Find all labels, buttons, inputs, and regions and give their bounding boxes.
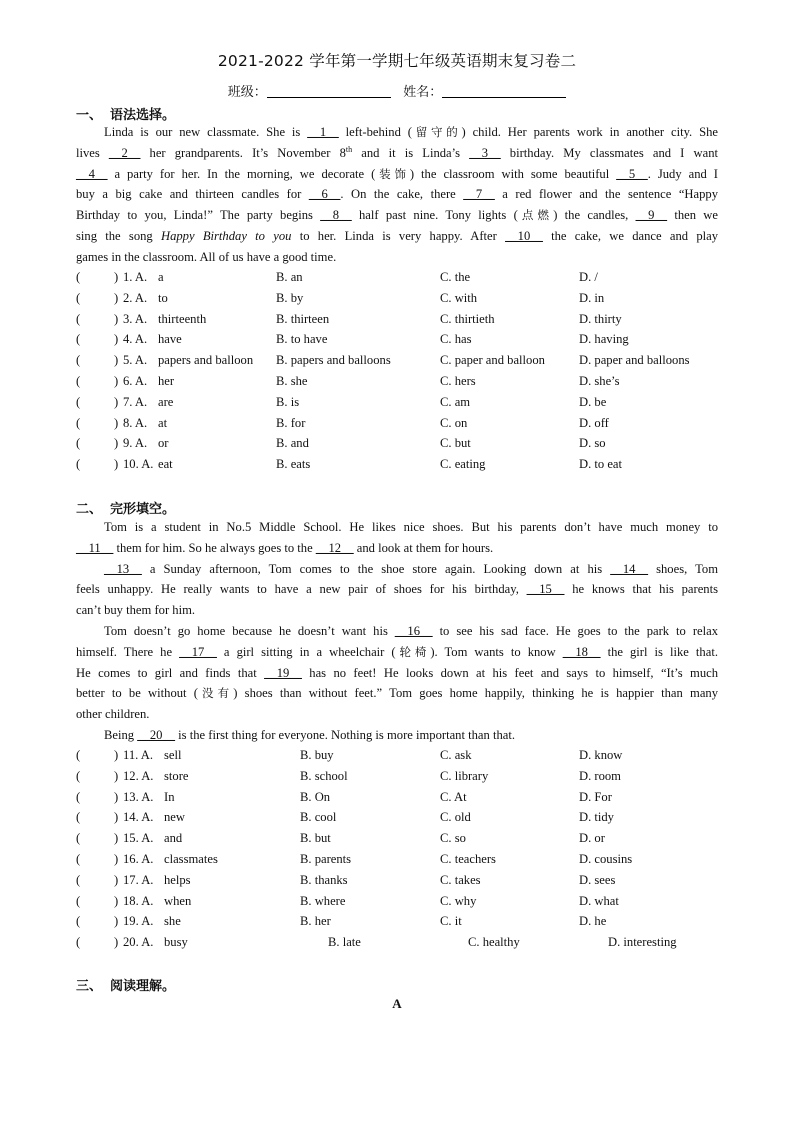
option-b: B. thanks [300, 872, 348, 887]
answer-paren-open[interactable]: ( [76, 872, 81, 887]
option-c: C. teachers [440, 851, 496, 866]
blank-18: __18__ [562, 644, 601, 659]
name-label: 姓名： [403, 85, 443, 100]
option-d: D. paper and balloons [579, 353, 690, 368]
option-c: C. the [440, 270, 471, 284]
option-row [76, 350, 736, 371]
option-a: helps [164, 872, 191, 887]
option-c: C. paper and balloon [440, 353, 545, 368]
section-2-passage [76, 517, 718, 746]
answer-paren-close: ) [114, 789, 119, 804]
answer-paren-close: ) [114, 436, 119, 451]
class-field[interactable] [267, 83, 391, 98]
answer-paren-open[interactable]: ( [76, 893, 81, 908]
answer-paren-open[interactable]: ( [76, 831, 81, 846]
option-d: D. sees [579, 872, 616, 887]
option-row [76, 911, 736, 932]
question-number: 2. A. [123, 290, 148, 305]
passage-line: can’t buy them for him. [76, 603, 196, 618]
answer-paren-close: ) [114, 457, 119, 472]
answer-paren-open[interactable]: ( [76, 851, 81, 866]
answer-paren-close: ) [114, 290, 119, 305]
section-1-heading [76, 104, 175, 123]
blank-3: __3__ [469, 145, 501, 160]
section-3-heading [76, 975, 175, 994]
option-a: her [158, 373, 175, 388]
passage-line: buy a big cake and thirteen candles for __6__. On the cake, there __7__ a red flower and the sentence “Happy [76, 187, 718, 202]
option-b: B. cool [300, 810, 337, 825]
answer-paren-close: ) [114, 353, 119, 368]
student-info [0, 81, 794, 100]
option-a: have [158, 332, 182, 347]
option-a: new [164, 810, 185, 825]
question-number: 3. A. [123, 311, 148, 326]
option-d: D. be [579, 394, 607, 409]
passage-line: __4__ a party for her. In the morning, we decorate (装饰) the classroom with some beautiful __5__. Judy and I [76, 166, 718, 181]
answer-paren-close: ) [114, 810, 119, 825]
blank-1: __1__ [307, 125, 339, 139]
option-d: D. off [579, 415, 609, 430]
option-a: In [164, 789, 175, 804]
option-row [76, 329, 736, 350]
answer-paren-close: ) [114, 270, 119, 284]
blank-11: __11__ [76, 540, 114, 555]
option-c: C. old [440, 810, 471, 825]
option-d: D. room [579, 768, 621, 783]
question-number: 11. A. [123, 748, 153, 762]
section-number: 二、 [76, 502, 103, 517]
answer-paren-close: ) [114, 935, 119, 950]
answer-paren-close: ) [114, 893, 119, 908]
passage-line: Being __20__ is the first thing for everyone. Nothing is more important than that. [104, 727, 515, 742]
option-row [76, 309, 736, 330]
option-b: B. buy [300, 748, 334, 762]
section-2-heading [76, 498, 175, 517]
option-d: D. interesting [608, 935, 677, 950]
option-b: B. her [300, 914, 331, 929]
option-b: B. where [300, 893, 346, 908]
option-a: a [158, 270, 164, 284]
option-b: B. but [300, 831, 331, 846]
option-a: eat [158, 457, 173, 472]
answer-paren-open[interactable]: ( [76, 332, 81, 347]
answer-paren-open[interactable]: ( [76, 394, 81, 409]
section-1-options [76, 267, 736, 475]
option-a: busy [164, 935, 188, 950]
option-b: B. by [276, 290, 304, 305]
option-row [76, 745, 736, 766]
answer-paren-open[interactable]: ( [76, 353, 81, 368]
section-title: 阅读理解。 [110, 979, 176, 994]
option-row [76, 454, 736, 475]
blank-12: __12__ [315, 540, 354, 555]
option-a: are [158, 394, 174, 409]
blank-2: __2__ [108, 145, 141, 160]
option-b: B. school [300, 768, 348, 783]
option-row [76, 392, 736, 413]
answer-paren-close: ) [114, 831, 119, 846]
passage-line: lives __2__ her grandparents. It’s November 8th and it is Linda’s __3__ birthday. My classmates and I want [76, 144, 718, 160]
question-number: 19. A. [123, 914, 154, 929]
question-number: 1. A. [123, 270, 148, 284]
option-c: C. so [440, 831, 466, 846]
option-a: store [164, 768, 189, 783]
option-c: C. but [440, 436, 471, 451]
question-number: 10. A. [123, 457, 154, 472]
option-c: C. why [440, 893, 477, 908]
answer-paren-open[interactable]: ( [76, 457, 81, 472]
option-a: to [158, 290, 168, 305]
question-number: 20. A. [123, 935, 154, 950]
question-number: 9. A. [123, 436, 148, 451]
option-c: C. it [440, 914, 462, 929]
option-d: D. / [579, 270, 598, 284]
section-number: 三、 [76, 979, 103, 994]
option-a: she [164, 914, 181, 929]
option-c: C. ask [440, 748, 472, 762]
class-label: 班级： [227, 85, 267, 100]
answer-paren-close: ) [114, 851, 119, 866]
option-b: B. thirteen [276, 311, 330, 326]
option-c: C. thirtieth [440, 311, 495, 326]
answer-paren-close: ) [114, 768, 119, 783]
question-number: 14. A. [123, 810, 154, 825]
blank-17: __17__ [179, 644, 217, 659]
section-number: 一、 [76, 108, 103, 123]
blank-10: __10__ [505, 228, 543, 243]
answer-paren-close: ) [114, 394, 119, 409]
section-2-options [76, 745, 736, 953]
blank-6: __6__ [308, 187, 341, 202]
option-d: D. having [579, 332, 629, 347]
answer-paren-open[interactable]: ( [76, 373, 81, 388]
option-c: C. At [440, 789, 467, 804]
option-a: or [158, 436, 169, 451]
option-b: B. eats [276, 457, 311, 472]
option-row [76, 371, 736, 392]
option-d: D. so [579, 436, 606, 451]
option-c: C. eating [440, 457, 486, 472]
blank-9: __9__ [635, 208, 668, 223]
option-row [76, 766, 736, 787]
answer-paren-open[interactable]: ( [76, 290, 81, 305]
page-title: 2021-2022 学年第一学期七年级英语期末复习卷二 [217, 52, 577, 70]
passage-line: Linda is our new classmate. She is __1__ left-behind (留守的) child. Her parents work in another city. She [104, 125, 718, 139]
option-b: B. an [276, 270, 303, 284]
option-row [76, 288, 736, 309]
answer-paren-close: ) [114, 311, 119, 326]
option-b: B. late [328, 935, 361, 950]
question-number: 13. A. [123, 789, 154, 804]
question-number: 7. A. [123, 394, 148, 409]
question-number: 16. A. [123, 851, 154, 866]
option-d: D. or [579, 831, 605, 846]
option-a: at [158, 415, 168, 430]
blank-7: __7__ [463, 187, 495, 202]
passage-line: better to be without (没有) shoes than without feet.” Tom goes home happily, thinking he is happier than many [76, 686, 719, 701]
answer-paren-close: ) [114, 332, 119, 347]
option-d: D. tidy [579, 810, 614, 825]
answer-paren-open[interactable]: ( [76, 748, 81, 762]
answer-paren-close: ) [114, 415, 119, 430]
option-d: D. know [579, 748, 623, 762]
option-row [76, 849, 736, 870]
option-row [76, 807, 736, 828]
blank-15: __15__ [526, 582, 565, 597]
option-a: and [164, 831, 183, 846]
passage-line: feels unhappy. He really wants to have a new pair of shoes for his birthday, __15__ he knows that his parents [76, 582, 718, 597]
blank-16: __16__ [394, 623, 433, 638]
option-d: D. in [579, 290, 605, 305]
option-row [76, 433, 736, 454]
section-title: 完形填空。 [110, 502, 176, 517]
option-c: C. with [440, 290, 478, 305]
blank-13: __13__ [104, 561, 142, 576]
option-row [76, 787, 736, 808]
option-b: B. to have [276, 332, 328, 347]
option-d: D. cousins [579, 851, 633, 866]
answer-paren-open[interactable]: ( [76, 914, 81, 929]
option-d: D. he [579, 914, 607, 929]
option-c: C. healthy [468, 935, 520, 950]
question-number: 15. A. [123, 831, 154, 846]
option-d: D. she’s [579, 373, 620, 388]
option-d: D. thirty [579, 311, 622, 326]
answer-paren-open[interactable]: ( [76, 810, 81, 825]
passage-line: Tom doesn’t go home because he doesn’t want his __16__ to see his sad face. He goes to the park to relax [104, 623, 718, 638]
answer-paren-open[interactable]: ( [76, 415, 81, 430]
option-b: B. and [276, 436, 309, 451]
passage-line: himself. There he __17__ a girl sitting in a wheelchair (轮椅). Tom wants to know __18__ the girl is like that. [76, 644, 718, 659]
question-number: 4. A. [123, 332, 148, 347]
question-number: 8. A. [123, 415, 148, 430]
option-row [76, 413, 736, 434]
passage-line: __11__ them for him. So he always goes to the __12__ and look at them for hours. [76, 540, 494, 555]
option-a: when [164, 893, 192, 908]
option-a: papers and balloon [158, 353, 254, 368]
section-title: 语法选择。 [110, 108, 176, 123]
option-b: B. parents [300, 851, 352, 866]
question-number: 6. A. [123, 373, 148, 388]
question-number: 18. A. [123, 893, 154, 908]
option-a: thirteenth [158, 311, 207, 326]
option-b: B. papers and balloons [276, 353, 391, 368]
option-row [76, 870, 736, 891]
blank-4: __4__ [76, 166, 108, 181]
option-d: D. For [579, 789, 612, 804]
song-title: Happy Birthday to you [160, 228, 292, 243]
answer-paren-close: ) [114, 748, 119, 762]
question-number: 5. A. [123, 353, 148, 368]
option-c: C. library [440, 768, 489, 783]
option-c: C. takes [440, 872, 481, 887]
blank-19: __19__ [264, 665, 302, 680]
answer-paren-open[interactable]: ( [76, 436, 81, 451]
option-b: B. On [300, 789, 331, 804]
answer-paren-close: ) [114, 373, 119, 388]
question-number: 17. A. [123, 872, 154, 887]
passage-line: __13__ a Sunday afternoon, Tom comes to the shoe store again. Looking down at his __14__ shoes, Tom [104, 561, 719, 576]
passage-line: sing the song Happy Birthday to you to her. Linda is very happy. After __10__ the cake, we dance and play [76, 228, 718, 243]
passage-line: Tom is a student in No.5 Middle School. He likes nice shoes. But his parents don’t have much money to [104, 520, 718, 534]
option-d: D. what [579, 893, 619, 908]
name-field[interactable] [442, 83, 566, 98]
passage-line: He comes to girl and finds that __19__ has no feet! He looks down at his feet and says to himself, “It’s much [76, 665, 719, 680]
option-a: sell [164, 748, 182, 762]
passage-line: games in the classroom. All of us have a good time. [76, 249, 337, 264]
blank-8: __8__ [320, 208, 352, 223]
passage-line: other children. [76, 707, 150, 722]
answer-paren-open[interactable]: ( [76, 768, 81, 783]
blank-20: __20__ [137, 727, 176, 742]
option-b: B. is [276, 394, 300, 409]
answer-paren-close: ) [114, 914, 119, 929]
blank-5: __5__ [616, 166, 648, 181]
option-row [76, 932, 736, 953]
option-a: classmates [164, 851, 218, 866]
passage-line: Birthday to you, Linda!” The party begins __8__ half past nine. Tony lights (点燃) the candles, __9__ then we [76, 208, 718, 223]
blank-14: __14__ [610, 561, 649, 576]
answer-paren-open[interactable]: ( [76, 270, 81, 284]
answer-paren-open[interactable]: ( [76, 789, 81, 804]
option-b: B. she [276, 373, 308, 388]
option-c: C. on [440, 415, 468, 430]
question-number: 12. A. [123, 768, 154, 783]
option-row [76, 828, 736, 849]
passage-label: A [392, 996, 402, 1011]
section-1-passage [76, 122, 718, 268]
answer-paren-close: ) [114, 872, 119, 887]
option-row [76, 891, 736, 912]
option-b: B. for [276, 415, 306, 430]
option-d: D. to eat [579, 457, 623, 472]
option-c: C. am [440, 394, 471, 409]
answer-paren-open[interactable]: ( [76, 935, 81, 950]
option-row [76, 267, 736, 288]
answer-paren-open[interactable]: ( [76, 311, 81, 326]
option-c: C. has [440, 332, 472, 347]
option-c: C. hers [440, 373, 476, 388]
